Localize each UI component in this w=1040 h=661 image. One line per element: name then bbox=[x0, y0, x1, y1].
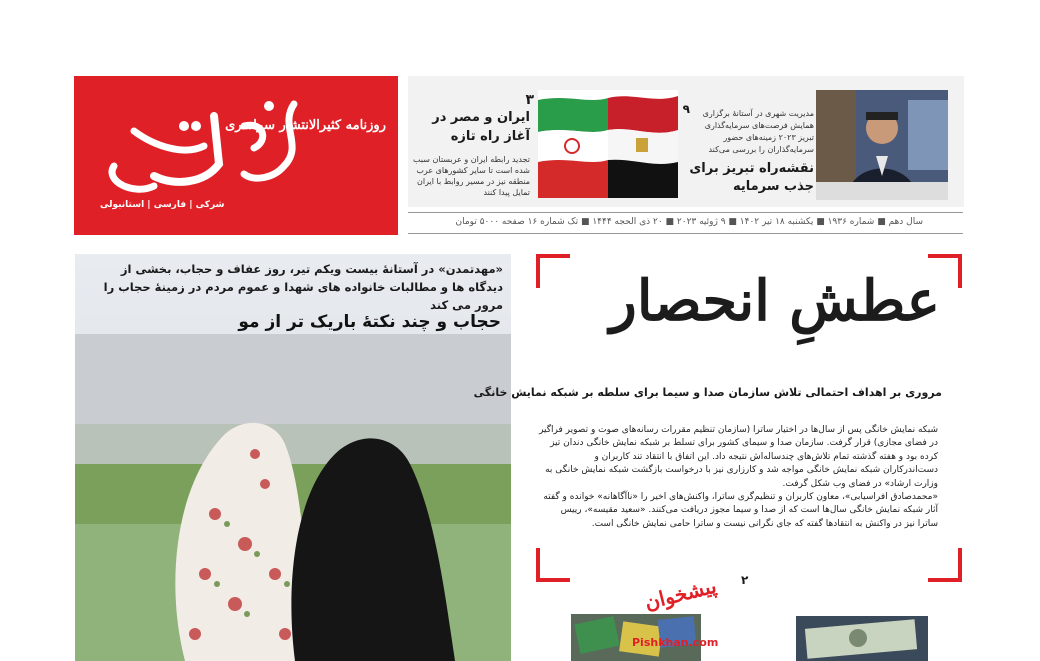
main-story-paragraph: شبکه نمایش خانگی پس از سال‌ها در اختیار ساترا (سازمان تنظیم مقررات رسانه‌های صوت و تصویر فراگیر در فضای مجازی) قرار گرفت. سازمان صدا و سیمای کشور برای تسلط بر شبکه نمایش خانگی دندان تیز کرده بود و هفته گذشته تمام تلاش‌های چندساله‌اش نتیجه داد. این اتفاق با انتقاد تند کاربران و دست‌اندرکاران شبکه نمایش خانگی مواجه شد و کارزاری نیز با درخواست بازگشت شبکه نمایش خانگی به وزارت ارشاد» در فضای وب شکل گرفت. bbox=[539, 425, 938, 489]
photo-story-lead: «مهدتمدن» در آستانهٔ بیست ویکم تیر، روز عفاف و حجاب، بخشی از دیدگاه ها و مطالبات خانواده های شهدا و عموم مردم در زمینهٔ حجاب را مرور می کند bbox=[103, 262, 503, 312]
teaser-page-number: ۳ bbox=[525, 92, 534, 108]
masthead-languages: شرکی | فارسی | استانبولی bbox=[100, 200, 225, 210]
bottom-page-number: ۲ bbox=[741, 573, 749, 587]
photo-story-headline: حجاب و چند نکتهٔ باریک تر از مو bbox=[238, 312, 501, 332]
teaser-tabriz-investment[interactable] bbox=[684, 102, 814, 202]
main-story-title[interactable]: عطشِ انحصار bbox=[609, 268, 940, 334]
pishkhan-watermark bbox=[632, 573, 732, 654]
main-story-body bbox=[538, 424, 938, 531]
teaser-headline: ایران و مصر در آغاز راه تازه bbox=[432, 110, 530, 144]
masthead bbox=[74, 76, 398, 235]
issue-info-line: سال دهم ■ شماره ۱۹۳۶ ■ یکشنبه ۱۸ تیر ۱۴۰۲ ■ ۹ ژوئیه ۲۰۲۳ ■ ۲۰ ذی الحجه ۱۴۴۴ ■ تک شماره ۱۶ صفحه ۵۰۰۰ تومان bbox=[408, 212, 963, 234]
hijab-photo-story[interactable] bbox=[75, 254, 511, 661]
main-story-subtitle: مروری بر اهداف احتمالی تلاش سازمان صدا و سیما برای سلطه بر شبکه نمایش خانگی bbox=[473, 386, 942, 399]
teaser-headline: نقشه‌راه تبریز برای جذب سرمایه bbox=[689, 161, 814, 194]
frame-corner-bottom-right bbox=[928, 548, 962, 582]
masthead-tagline: روزنامه کثیرالانتشار سراسری bbox=[225, 118, 386, 133]
official-portrait-image bbox=[816, 90, 948, 200]
frame-corner-bottom-left bbox=[536, 548, 570, 582]
watermark-url: Pishkhan.com bbox=[632, 636, 719, 649]
teaser-iran-egypt[interactable] bbox=[406, 92, 534, 202]
main-story-paragraph: «محمدصادق افراسیابی»، معاون کاربران و تنظیم‌گری ساترا، واکنش‌های اخیر را «ناآگاهانه» خوانده و گفته آثار شبکه نمایش خانگی سال‌ها است که از صدا و سیما مجوز دریافت می‌کنند. «سعید مقیسه»، رییس ساترا نیز در واکنش به انتقادها گفته که جای نگرانی نیست و ساترا حامی نمایش خانگی است. bbox=[543, 492, 938, 529]
thumbnail-dollar-image[interactable] bbox=[796, 616, 928, 661]
watermark-name: پیشخوان bbox=[642, 573, 719, 615]
newspaper-logo bbox=[94, 86, 344, 206]
iran-egypt-flags-image bbox=[538, 90, 678, 198]
teaser-body: مدیریت شهری در آستانهٔ برگزاری همایش فرصت‌های سرمایه‌گذاری تبریز ۲۰۲۳ زمینه‌های حضور سرمایه‌گذاران را بررسی می‌کند bbox=[702, 109, 814, 154]
teaser-page-number: ۹ bbox=[682, 102, 690, 116]
teaser-body: تجدید رابطه ایران و عربستان سبب شده است تا سایر کشورهای عرب منطقه نیز در مسیر روابط با ایران تمایل پیدا کنند bbox=[413, 155, 530, 197]
